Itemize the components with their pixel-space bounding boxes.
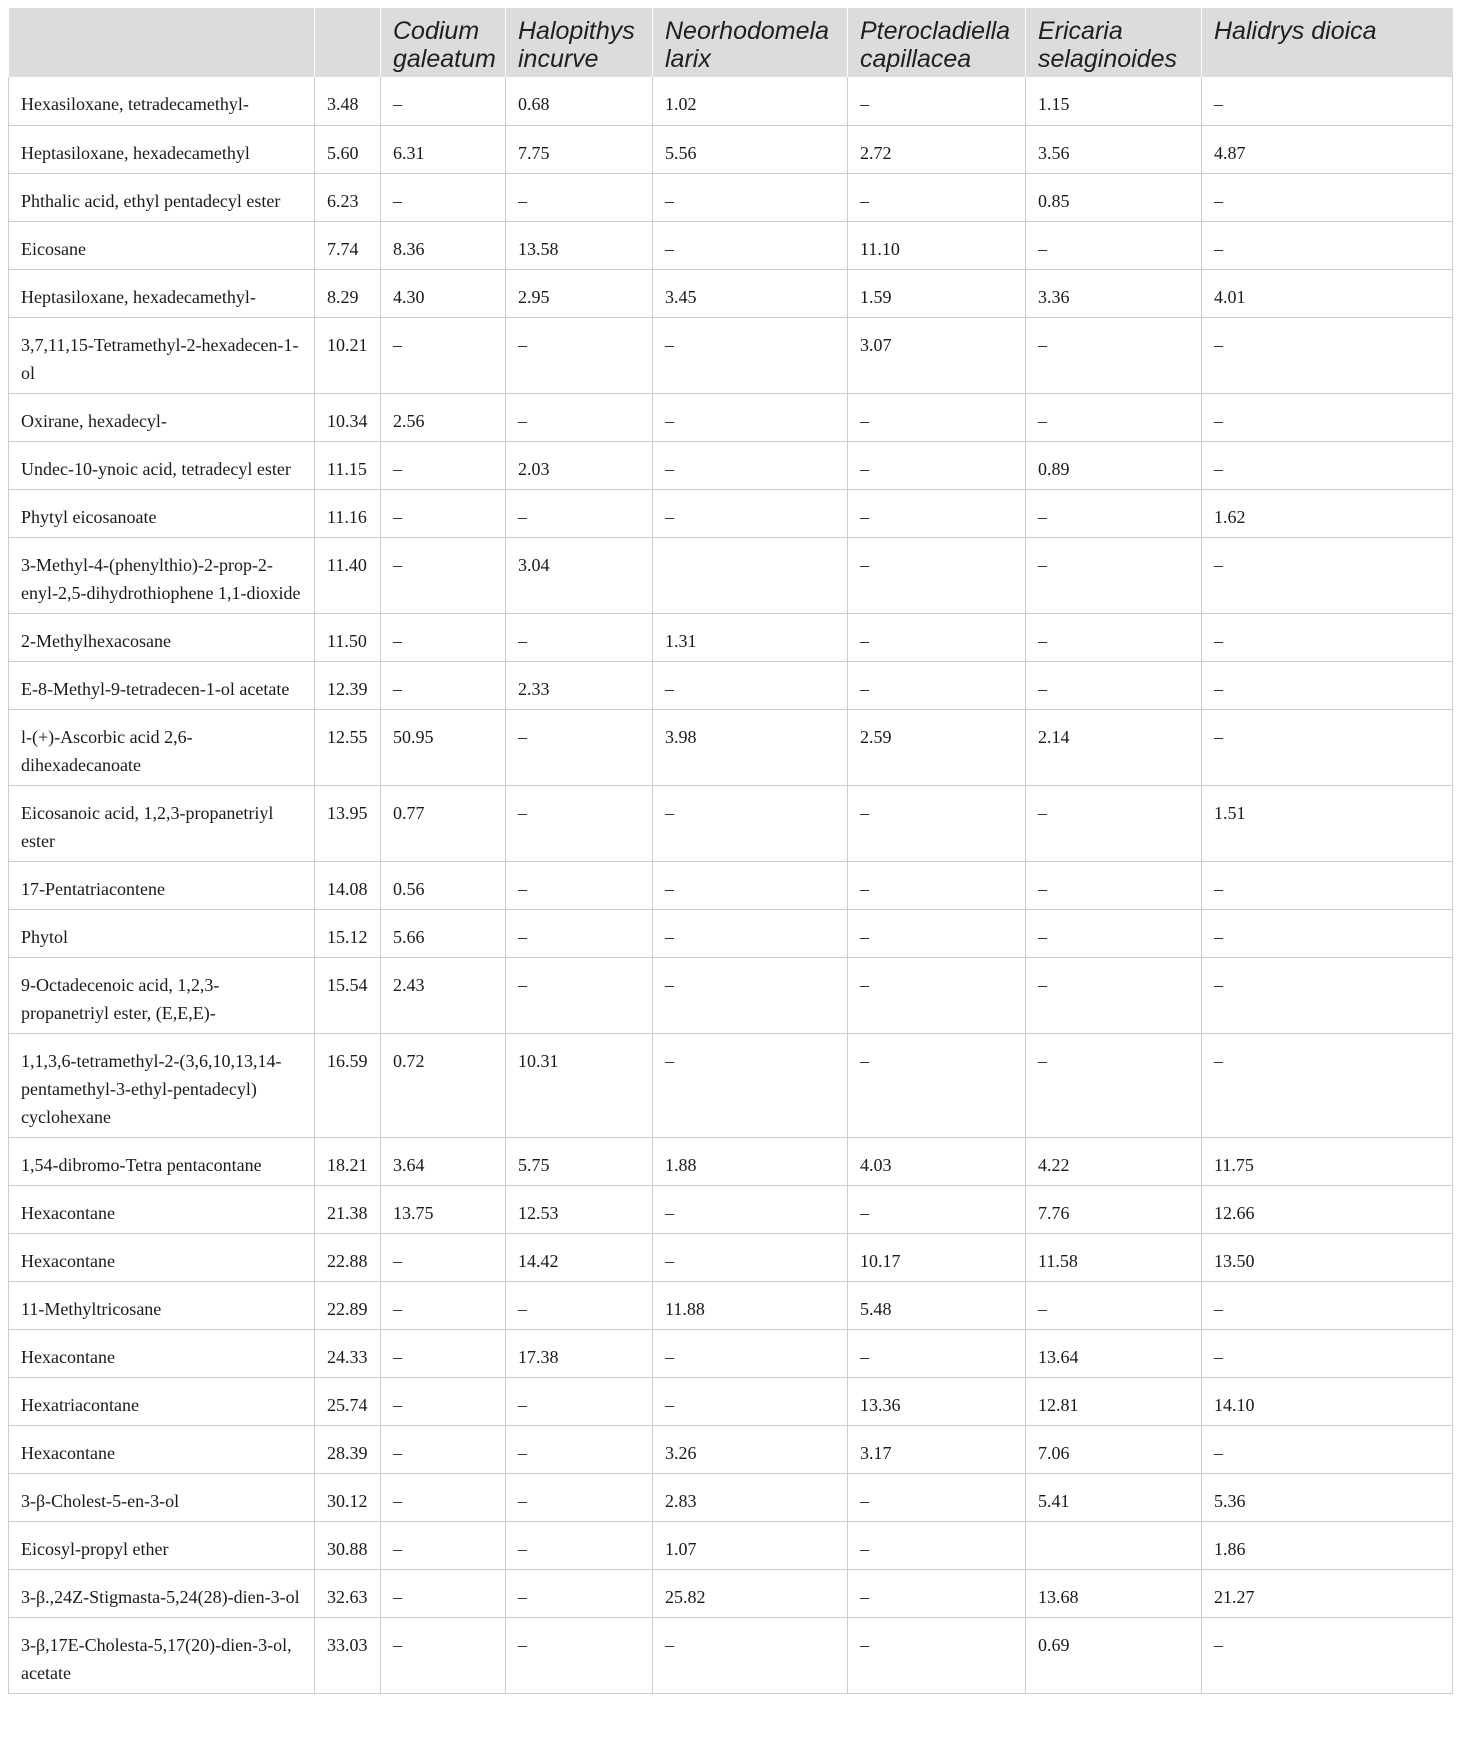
cell-pterocladiella: – xyxy=(848,1473,1026,1521)
cell-codium: – xyxy=(381,489,506,537)
cell-halidrys: – xyxy=(1202,1425,1453,1473)
cell-neorhodomela: – xyxy=(653,489,848,537)
cell-ericaria: 13.68 xyxy=(1026,1569,1202,1617)
cell-neorhodomela: 2.83 xyxy=(653,1473,848,1521)
cell-rt: 25.74 xyxy=(315,1377,381,1425)
cell-rt: 32.63 xyxy=(315,1569,381,1617)
cell-compound: Heptasiloxane, hexadecamethyl- xyxy=(9,269,315,317)
header-species: Codium galeatum xyxy=(381,8,506,77)
cell-pterocladiella: – xyxy=(848,1185,1026,1233)
cell-halidrys: – xyxy=(1202,221,1453,269)
table-row xyxy=(9,125,1453,173)
table-row xyxy=(9,661,1453,709)
cell-pterocladiella: 11.10 xyxy=(848,221,1026,269)
table-row xyxy=(9,1377,1453,1425)
cell-neorhodomela: – xyxy=(653,957,848,1033)
cell-halidrys: – xyxy=(1202,1329,1453,1377)
cell-ericaria: – xyxy=(1026,393,1202,441)
cell-compound: 3-Methyl-4-(phenylthio)-2-prop-2-enyl-2,5-dihydrothiophene 1,1-dioxide xyxy=(9,537,315,613)
cell-codium: – xyxy=(381,1617,506,1693)
cell-halopithys: 7.75 xyxy=(506,125,653,173)
table-row xyxy=(9,957,1453,1033)
cell-codium: 50.95 xyxy=(381,709,506,785)
cell-halopithys: – xyxy=(506,1521,653,1569)
cell-pterocladiella: – xyxy=(848,957,1026,1033)
cell-pterocladiella: 13.36 xyxy=(848,1377,1026,1425)
cell-ericaria: – xyxy=(1026,785,1202,861)
cell-pterocladiella: – xyxy=(848,537,1026,613)
table-row xyxy=(9,269,1453,317)
cell-neorhodomela: – xyxy=(653,1377,848,1425)
cell-halidrys: – xyxy=(1202,393,1453,441)
cell-halidrys: – xyxy=(1202,1617,1453,1693)
cell-halopithys: – xyxy=(506,861,653,909)
cell-neorhodomela: 1.02 xyxy=(653,77,848,125)
cell-pterocladiella: – xyxy=(848,393,1026,441)
cell-halopithys: – xyxy=(506,1425,653,1473)
cell-halidrys: – xyxy=(1202,861,1453,909)
cell-halidrys: – xyxy=(1202,77,1453,125)
cell-ericaria: 4.22 xyxy=(1026,1137,1202,1185)
cell-neorhodomela: 1.07 xyxy=(653,1521,848,1569)
cell-rt: 15.54 xyxy=(315,957,381,1033)
cell-neorhodomela: – xyxy=(653,1617,848,1693)
cell-compound: E-8-Methyl-9-tetradecen-1-ol acetate xyxy=(9,661,315,709)
cell-neorhodomela: 1.31 xyxy=(653,613,848,661)
cell-halopithys: 3.04 xyxy=(506,537,653,613)
cell-ericaria: 11.58 xyxy=(1026,1233,1202,1281)
cell-rt: 30.12 xyxy=(315,1473,381,1521)
header-species: Halopithys incurve xyxy=(506,8,653,77)
cell-neorhodomela: 5.56 xyxy=(653,125,848,173)
cell-rt: 7.74 xyxy=(315,221,381,269)
cell-codium: – xyxy=(381,1281,506,1329)
cell-pterocladiella: – xyxy=(848,1033,1026,1137)
cell-compound: Hexasiloxane, tetradecamethyl- xyxy=(9,77,315,125)
cell-halidrys: – xyxy=(1202,613,1453,661)
cell-halidrys: 5.36 xyxy=(1202,1473,1453,1521)
cell-halopithys: 12.53 xyxy=(506,1185,653,1233)
cell-compound: Hexacontane xyxy=(9,1329,315,1377)
table-row xyxy=(9,1185,1453,1233)
cell-codium: 4.30 xyxy=(381,269,506,317)
table-row xyxy=(9,861,1453,909)
cell-compound: 3,7,11,15-Tetramethyl-2-hexadecen-1-ol xyxy=(9,317,315,393)
cell-halopithys: – xyxy=(506,489,653,537)
cell-halidrys: – xyxy=(1202,1281,1453,1329)
cell-rt: 30.88 xyxy=(315,1521,381,1569)
cell-ericaria: 5.41 xyxy=(1026,1473,1202,1521)
table-row xyxy=(9,77,1453,125)
cell-halidrys: – xyxy=(1202,661,1453,709)
cell-rt: 13.95 xyxy=(315,785,381,861)
table-row xyxy=(9,1329,1453,1377)
cell-pterocladiella: – xyxy=(848,613,1026,661)
cell-compound: Hexatriacontane xyxy=(9,1377,315,1425)
cell-halopithys: 17.38 xyxy=(506,1329,653,1377)
cell-halopithys: – xyxy=(506,957,653,1033)
cell-pterocladiella: 2.59 xyxy=(848,709,1026,785)
cell-compound: Eicosanoic acid, 1,2,3-propanetriyl ester xyxy=(9,785,315,861)
cell-codium: 5.66 xyxy=(381,909,506,957)
cell-neorhodomela: – xyxy=(653,861,848,909)
cell-neorhodomela: – xyxy=(653,317,848,393)
cell-pterocladiella: 1.59 xyxy=(848,269,1026,317)
table-row xyxy=(9,1033,1453,1137)
cell-halopithys: 0.68 xyxy=(506,77,653,125)
cell-neorhodomela: – xyxy=(653,393,848,441)
cell-rt: 11.40 xyxy=(315,537,381,613)
cell-pterocladiella: – xyxy=(848,909,1026,957)
table-row xyxy=(9,1137,1453,1185)
cell-halopithys: 5.75 xyxy=(506,1137,653,1185)
table-row xyxy=(9,1425,1453,1473)
table-row xyxy=(9,441,1453,489)
table-row xyxy=(9,613,1453,661)
cell-halidrys: 12.66 xyxy=(1202,1185,1453,1233)
cell-rt: 12.55 xyxy=(315,709,381,785)
table-container xyxy=(8,8,1452,1694)
cell-rt: 22.89 xyxy=(315,1281,381,1329)
cell-compound: 3-β.,24Z-Stigmasta-5,24(28)-dien-3-ol xyxy=(9,1569,315,1617)
table-header xyxy=(9,8,1453,77)
cell-rt: 18.21 xyxy=(315,1137,381,1185)
cell-halopithys: – xyxy=(506,785,653,861)
cell-compound: Heptasiloxane, hexadecamethyl xyxy=(9,125,315,173)
cell-neorhodomela: 3.45 xyxy=(653,269,848,317)
cell-halopithys: – xyxy=(506,317,653,393)
cell-ericaria: – xyxy=(1026,661,1202,709)
cell-rt: 14.08 xyxy=(315,861,381,909)
cell-halopithys: 2.95 xyxy=(506,269,653,317)
cell-halopithys: 13.58 xyxy=(506,221,653,269)
table-row xyxy=(9,1473,1453,1521)
cell-rt: 24.33 xyxy=(315,1329,381,1377)
cell-pterocladiella: 5.48 xyxy=(848,1281,1026,1329)
table-body xyxy=(9,77,1453,1693)
table-row xyxy=(9,489,1453,537)
cell-ericaria: – xyxy=(1026,1033,1202,1137)
cell-codium: 6.31 xyxy=(381,125,506,173)
cell-halopithys: 14.42 xyxy=(506,1233,653,1281)
cell-compound: Eicosane xyxy=(9,221,315,269)
cell-ericaria: 3.36 xyxy=(1026,269,1202,317)
cell-ericaria: 2.14 xyxy=(1026,709,1202,785)
cell-codium: 0.56 xyxy=(381,861,506,909)
cell-codium: 2.56 xyxy=(381,393,506,441)
cell-pterocladiella: – xyxy=(848,77,1026,125)
compound-table xyxy=(8,8,1453,1694)
cell-ericaria: 3.56 xyxy=(1026,125,1202,173)
table-row xyxy=(9,1521,1453,1569)
header-row xyxy=(9,8,1453,77)
cell-halidrys: 4.87 xyxy=(1202,125,1453,173)
cell-halidrys: – xyxy=(1202,709,1453,785)
cell-compound: 9-Octadecenoic acid, 1,2,3-propanetriyl ester, (E,E,E)- xyxy=(9,957,315,1033)
cell-codium: – xyxy=(381,441,506,489)
cell-pterocladiella: – xyxy=(848,489,1026,537)
cell-rt: 11.50 xyxy=(315,613,381,661)
cell-halopithys: – xyxy=(506,613,653,661)
cell-rt: 10.21 xyxy=(315,317,381,393)
cell-compound: Phytol xyxy=(9,909,315,957)
cell-ericaria xyxy=(1026,1521,1202,1569)
cell-compound: Phytyl eicosanoate xyxy=(9,489,315,537)
cell-halidrys: 21.27 xyxy=(1202,1569,1453,1617)
cell-rt: 5.60 xyxy=(315,125,381,173)
cell-neorhodomela: 3.98 xyxy=(653,709,848,785)
cell-halidrys: 1.62 xyxy=(1202,489,1453,537)
cell-compound: Undec-10-ynoic acid, tetradecyl ester xyxy=(9,441,315,489)
cell-neorhodomela: 1.88 xyxy=(653,1137,848,1185)
table-row xyxy=(9,1617,1453,1693)
cell-pterocladiella: 3.07 xyxy=(848,317,1026,393)
cell-compound: 2-Methylhexacosane xyxy=(9,613,315,661)
cell-pterocladiella: 4.03 xyxy=(848,1137,1026,1185)
cell-rt: 8.29 xyxy=(315,269,381,317)
cell-codium: 0.77 xyxy=(381,785,506,861)
cell-pterocladiella: – xyxy=(848,861,1026,909)
cell-codium: – xyxy=(381,1233,506,1281)
cell-neorhodomela: – xyxy=(653,909,848,957)
cell-neorhodomela: – xyxy=(653,221,848,269)
cell-halopithys: – xyxy=(506,1281,653,1329)
cell-halopithys: – xyxy=(506,393,653,441)
cell-halidrys: – xyxy=(1202,441,1453,489)
table-row xyxy=(9,537,1453,613)
cell-rt: 11.16 xyxy=(315,489,381,537)
cell-halopithys: – xyxy=(506,909,653,957)
cell-ericaria: 13.64 xyxy=(1026,1329,1202,1377)
cell-compound: 17-Pentatriacontene xyxy=(9,861,315,909)
cell-codium: – xyxy=(381,1569,506,1617)
cell-codium: – xyxy=(381,1425,506,1473)
cell-rt: 16.59 xyxy=(315,1033,381,1137)
cell-compound: 11-Methyltricosane xyxy=(9,1281,315,1329)
cell-codium: – xyxy=(381,173,506,221)
header-species: Pterocladiella capillacea xyxy=(848,8,1026,77)
cell-codium: – xyxy=(381,661,506,709)
header-species: Halidrys dioica xyxy=(1202,8,1453,77)
cell-ericaria: 7.06 xyxy=(1026,1425,1202,1473)
table-row xyxy=(9,785,1453,861)
cell-codium: – xyxy=(381,317,506,393)
cell-rt: 3.48 xyxy=(315,77,381,125)
cell-compound: Eicosyl-propyl ether xyxy=(9,1521,315,1569)
table-row xyxy=(9,173,1453,221)
cell-compound: Hexacontane xyxy=(9,1425,315,1473)
cell-halopithys: – xyxy=(506,1617,653,1693)
cell-ericaria: – xyxy=(1026,489,1202,537)
cell-neorhodomela: 3.26 xyxy=(653,1425,848,1473)
cell-compound: Phthalic acid, ethyl pentadecyl ester xyxy=(9,173,315,221)
cell-ericaria: 0.85 xyxy=(1026,173,1202,221)
cell-halidrys: – xyxy=(1202,1033,1453,1137)
cell-codium: – xyxy=(381,1473,506,1521)
cell-codium: 8.36 xyxy=(381,221,506,269)
cell-pterocladiella: – xyxy=(848,1617,1026,1693)
cell-ericaria: – xyxy=(1026,861,1202,909)
cell-pterocladiella: – xyxy=(848,1569,1026,1617)
cell-compound: 1,54-dibromo-Tetra pentacontane xyxy=(9,1137,315,1185)
cell-halidrys: – xyxy=(1202,909,1453,957)
header-rt xyxy=(315,8,381,77)
cell-rt: 6.23 xyxy=(315,173,381,221)
cell-halopithys: – xyxy=(506,1377,653,1425)
cell-halidrys: 1.51 xyxy=(1202,785,1453,861)
cell-compound: Oxirane, hexadecyl- xyxy=(9,393,315,441)
cell-halidrys: – xyxy=(1202,957,1453,1033)
cell-pterocladiella: 2.72 xyxy=(848,125,1026,173)
cell-rt: 28.39 xyxy=(315,1425,381,1473)
cell-ericaria: – xyxy=(1026,613,1202,661)
cell-codium: 0.72 xyxy=(381,1033,506,1137)
cell-pterocladiella: 3.17 xyxy=(848,1425,1026,1473)
cell-pterocladiella: – xyxy=(848,441,1026,489)
cell-pterocladiella: – xyxy=(848,1329,1026,1377)
cell-rt: 21.38 xyxy=(315,1185,381,1233)
table-row xyxy=(9,393,1453,441)
cell-ericaria: 7.76 xyxy=(1026,1185,1202,1233)
cell-halidrys: 11.75 xyxy=(1202,1137,1453,1185)
cell-compound: l-(+)-Ascorbic acid 2,6-dihexadecanoate xyxy=(9,709,315,785)
cell-codium: – xyxy=(381,1377,506,1425)
cell-halopithys: – xyxy=(506,1473,653,1521)
cell-halidrys: 14.10 xyxy=(1202,1377,1453,1425)
cell-rt: 22.88 xyxy=(315,1233,381,1281)
cell-ericaria: 1.15 xyxy=(1026,77,1202,125)
cell-ericaria: – xyxy=(1026,317,1202,393)
table-row xyxy=(9,909,1453,957)
cell-neorhodomela: 11.88 xyxy=(653,1281,848,1329)
table-row xyxy=(9,221,1453,269)
cell-halopithys: 10.31 xyxy=(506,1033,653,1137)
cell-neorhodomela: – xyxy=(653,173,848,221)
cell-compound: 3-β-Cholest-5-en-3-ol xyxy=(9,1473,315,1521)
cell-rt: 11.15 xyxy=(315,441,381,489)
cell-neorhodomela: 25.82 xyxy=(653,1569,848,1617)
cell-halidrys: 13.50 xyxy=(1202,1233,1453,1281)
cell-halidrys: – xyxy=(1202,537,1453,613)
cell-ericaria: – xyxy=(1026,537,1202,613)
header-compound xyxy=(9,8,315,77)
cell-ericaria: – xyxy=(1026,909,1202,957)
cell-compound: Hexacontane xyxy=(9,1185,315,1233)
header-species: Ericaria selaginoides xyxy=(1026,8,1202,77)
cell-pterocladiella: – xyxy=(848,661,1026,709)
table-row xyxy=(9,1569,1453,1617)
cell-halidrys: 1.86 xyxy=(1202,1521,1453,1569)
cell-compound: Hexacontane xyxy=(9,1233,315,1281)
cell-ericaria: 12.81 xyxy=(1026,1377,1202,1425)
cell-rt: 15.12 xyxy=(315,909,381,957)
cell-halopithys: – xyxy=(506,1569,653,1617)
cell-codium: – xyxy=(381,1521,506,1569)
cell-neorhodomela: – xyxy=(653,1233,848,1281)
table-row xyxy=(9,1281,1453,1329)
cell-pterocladiella: 10.17 xyxy=(848,1233,1026,1281)
cell-halidrys: – xyxy=(1202,173,1453,221)
cell-ericaria: – xyxy=(1026,957,1202,1033)
cell-codium: 3.64 xyxy=(381,1137,506,1185)
cell-ericaria: 0.89 xyxy=(1026,441,1202,489)
cell-pterocladiella: – xyxy=(848,1521,1026,1569)
cell-ericaria: – xyxy=(1026,1281,1202,1329)
table-row xyxy=(9,709,1453,785)
cell-halopithys: 2.03 xyxy=(506,441,653,489)
cell-rt: 12.39 xyxy=(315,661,381,709)
cell-codium: 13.75 xyxy=(381,1185,506,1233)
cell-codium: – xyxy=(381,1329,506,1377)
cell-halopithys: 2.33 xyxy=(506,661,653,709)
cell-pterocladiella: – xyxy=(848,785,1026,861)
cell-neorhodomela: – xyxy=(653,441,848,489)
cell-halopithys: – xyxy=(506,173,653,221)
cell-codium: – xyxy=(381,537,506,613)
cell-codium: 2.43 xyxy=(381,957,506,1033)
cell-ericaria: 0.69 xyxy=(1026,1617,1202,1693)
table-row xyxy=(9,317,1453,393)
cell-neorhodomela xyxy=(653,537,848,613)
cell-neorhodomela: – xyxy=(653,1033,848,1137)
cell-codium: – xyxy=(381,77,506,125)
cell-neorhodomela: – xyxy=(653,1185,848,1233)
cell-neorhodomela: – xyxy=(653,1329,848,1377)
cell-halidrys: – xyxy=(1202,317,1453,393)
cell-rt: 33.03 xyxy=(315,1617,381,1693)
cell-neorhodomela: – xyxy=(653,785,848,861)
cell-rt: 10.34 xyxy=(315,393,381,441)
cell-codium: – xyxy=(381,613,506,661)
header-species: Neorhodomela larix xyxy=(653,8,848,77)
cell-halopithys: – xyxy=(506,709,653,785)
table-row xyxy=(9,1233,1453,1281)
cell-compound: 1,1,3,6-tetramethyl-2-(3,6,10,13,14-pentamethyl-3-ethyl-pentadecyl) cyclohexane xyxy=(9,1033,315,1137)
cell-neorhodomela: – xyxy=(653,661,848,709)
cell-ericaria: – xyxy=(1026,221,1202,269)
cell-compound: 3-β,17E-Cholesta-5,17(20)-dien-3-ol, acetate xyxy=(9,1617,315,1693)
cell-pterocladiella: – xyxy=(848,173,1026,221)
cell-halidrys: 4.01 xyxy=(1202,269,1453,317)
